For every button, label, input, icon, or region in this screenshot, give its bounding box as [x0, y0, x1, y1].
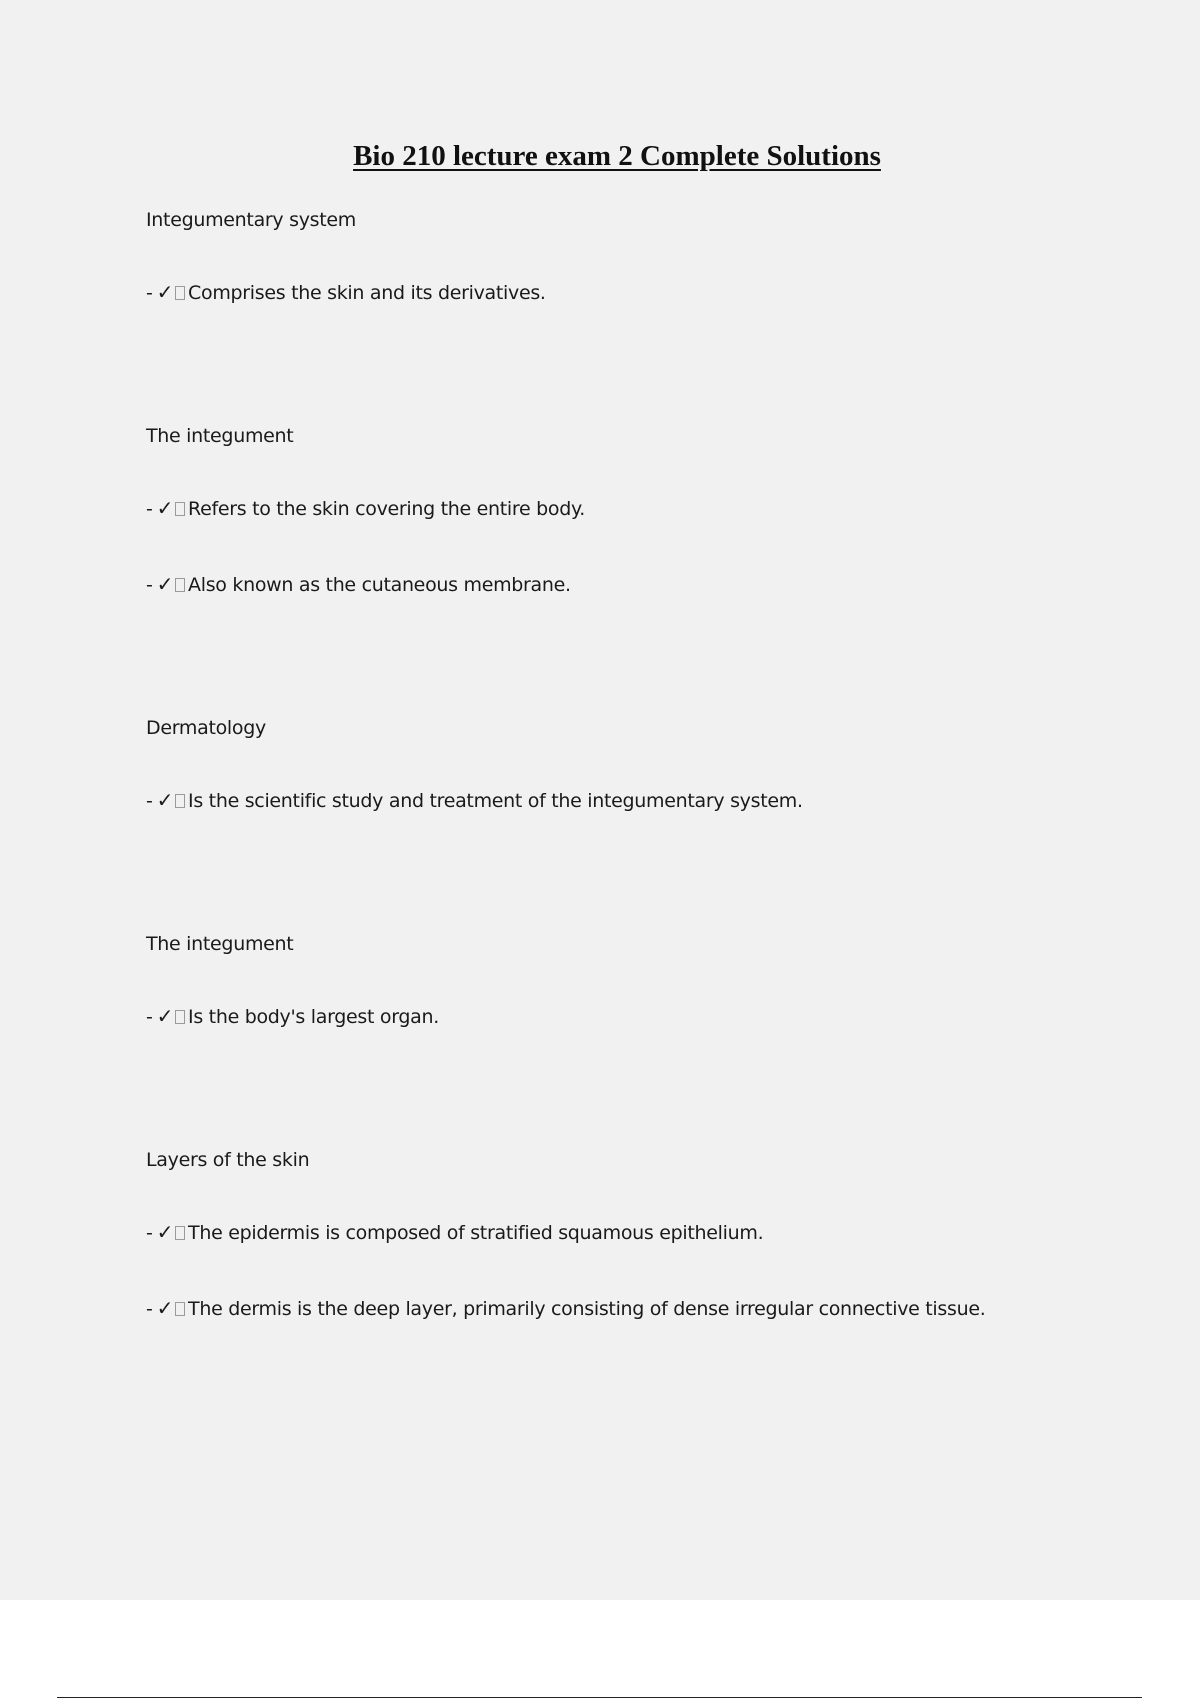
answer-line: [146, 280, 546, 305]
missing-glyph-box-icon: [175, 502, 185, 516]
answer-line: [146, 1004, 439, 1029]
missing-glyph-box-icon: [175, 286, 185, 300]
checkmark-icon: ✓: [156, 1004, 174, 1028]
missing-glyph-box-icon: [175, 794, 185, 808]
question-heading: The integument: [146, 933, 294, 955]
missing-glyph-box-icon: [175, 1010, 185, 1024]
checkmark-icon: ✓: [156, 496, 174, 520]
answer-text: Comprises the skin and its derivatives.: [188, 282, 546, 304]
checkmark-icon: ✓: [156, 788, 174, 812]
question-heading: The integument: [146, 425, 294, 447]
answer-line: [146, 788, 803, 813]
question-heading: Dermatology: [146, 717, 266, 739]
footer-divider: [57, 1697, 1142, 1698]
checkmark-icon: ✓: [156, 280, 174, 304]
answer-line: [146, 496, 585, 521]
bullet-dash: -: [146, 574, 153, 596]
answer-text: Is the body's largest organ.: [188, 1006, 439, 1028]
answer-line: [146, 1296, 985, 1321]
bullet-dash: -: [146, 1222, 153, 1244]
missing-glyph-box-icon: [175, 1226, 185, 1240]
missing-glyph-box-icon: [175, 1302, 185, 1316]
checkmark-icon: ✓: [156, 572, 174, 596]
answer-text: The epidermis is composed of stratified squamous epithelium.: [188, 1222, 764, 1244]
checkmark-icon: ✓: [156, 1220, 174, 1244]
bullet-dash: -: [146, 790, 153, 812]
bullet-dash: -: [146, 1006, 153, 1028]
answer-text: Refers to the skin covering the entire body.: [188, 498, 585, 520]
answer-text: Is the scientific study and treatment of the integumentary system.: [188, 790, 803, 812]
bullet-dash: -: [146, 1298, 153, 1320]
bullet-dash: -: [146, 282, 153, 304]
answer-text: The dermis is the deep layer, primarily consisting of dense irregular connective tissue.: [188, 1298, 986, 1320]
answer-text: Also known as the cutaneous membrane.: [188, 574, 571, 596]
answer-line: [146, 1220, 763, 1245]
document-title: Bio 210 lecture exam 2 Complete Solutions: [353, 140, 881, 172]
answer-line: [146, 572, 571, 597]
checkmark-icon: ✓: [156, 1296, 174, 1320]
missing-glyph-box-icon: [175, 578, 185, 592]
question-heading: Layers of the skin: [146, 1149, 310, 1171]
bullet-dash: -: [146, 498, 153, 520]
question-heading: Integumentary system: [146, 209, 357, 231]
